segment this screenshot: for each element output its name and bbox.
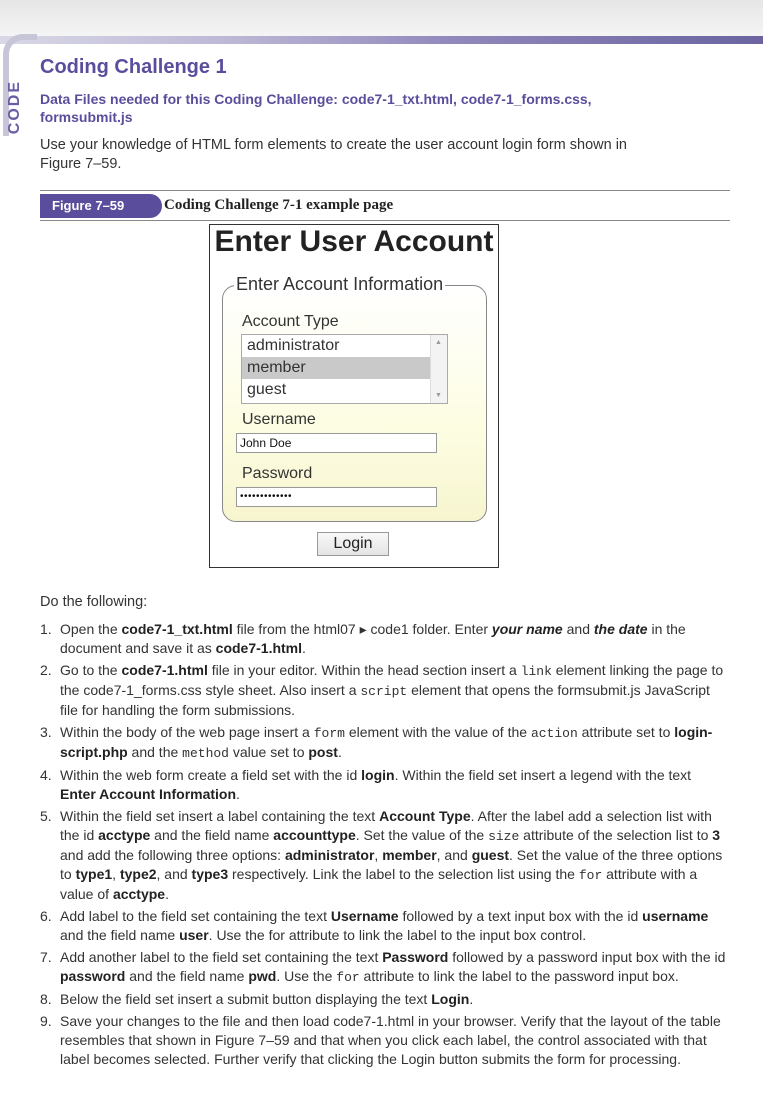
scroll-down-arrow-icon[interactable]: ▼ — [435, 392, 442, 399]
step-text: and the field name — [125, 968, 249, 984]
step-number: 4. — [40, 767, 52, 783]
step-text: attribute with a value of — [60, 866, 698, 902]
step-number: 5. — [40, 808, 52, 824]
instruction-step — [40, 661, 730, 720]
step-text: method — [182, 746, 229, 761]
step-text: form — [313, 726, 345, 741]
step-text: login — [361, 767, 395, 783]
step-text: in the document and save it as — [60, 621, 686, 656]
step-text: Login — [431, 991, 470, 1007]
step-text: Within the body of the web page insert a — [60, 724, 314, 740]
instruction-step — [40, 990, 730, 1009]
step-text: type2 — [119, 866, 157, 882]
step-text: . — [302, 640, 306, 656]
step-text: attribute of the selection list to — [519, 827, 713, 843]
step-text: script — [360, 684, 408, 699]
step-text: user — [179, 927, 209, 943]
step-text: . — [469, 991, 474, 1007]
intro-paragraph: Use your knowledge of HTML form elements to create the user account login form shown in Figure 7–59. — [40, 137, 627, 172]
account-type-label[interactable]: Account Type — [242, 313, 339, 330]
step-text: attribute set to — [577, 724, 675, 740]
instruction-step — [40, 723, 730, 763]
username-label[interactable]: Username — [242, 411, 316, 428]
option-member[interactable]: member — [242, 357, 432, 379]
step-text: for — [336, 970, 360, 985]
figure-caption: Coding Challenge 7-1 example page — [164, 197, 394, 213]
step-text: accounttype — [273, 827, 356, 843]
step-text: , — [112, 866, 120, 882]
step-text: , and — [436, 847, 472, 863]
step-text: followed by a password input box with the id — [448, 949, 726, 965]
step-text: code7-1.html — [121, 662, 208, 678]
instructions-lead: Do the following: — [40, 594, 148, 610]
password-input[interactable]: ••••••••••••• — [236, 487, 437, 507]
step-text: element with the value of the — [344, 724, 531, 740]
option-administrator[interactable]: administrator — [247, 337, 340, 354]
step-number: 1. — [40, 621, 52, 637]
figure-label: Figure 7–59 — [40, 194, 162, 218]
step-text: for — [578, 868, 603, 883]
step-text: . — [165, 886, 169, 902]
figure-rule-top — [40, 190, 730, 191]
step-text: action — [530, 726, 578, 741]
step-text: acctype — [112, 886, 166, 902]
challenge-title: Coding Challenge 1 — [40, 56, 227, 78]
select-scrollbar[interactable] — [430, 335, 447, 403]
step-text: size — [488, 829, 520, 844]
step-text: password — [60, 968, 126, 984]
figure-rule-bottom — [40, 220, 730, 221]
step-number: 3. — [40, 724, 52, 740]
instruction-step — [40, 1012, 730, 1069]
step-number: 6. — [40, 908, 52, 924]
instruction-step — [40, 807, 730, 904]
step-text: administrator — [284, 847, 375, 863]
step-text: value set to — [228, 744, 309, 760]
figure-screenshot — [209, 224, 499, 568]
step-text: post — [308, 744, 338, 760]
step-text: . Use the for attribute to link the label to the input box control. — [208, 927, 587, 943]
step-text: and the field name — [60, 927, 180, 943]
code-side-tab: CODE — [6, 80, 23, 135]
step-text: Below the field set insert a submit button displaying the text — [60, 991, 432, 1007]
step-text: code7-1_txt.html — [121, 621, 233, 637]
instruction-steps — [40, 620, 730, 1072]
step-text: Open the — [60, 621, 122, 637]
step-text: Account Type — [379, 808, 471, 824]
form-heading: Enter User Account — [214, 225, 494, 258]
step-text: . After the label add a selection list with the id — [60, 808, 712, 843]
instruction-step — [40, 948, 730, 987]
step-text: . — [337, 744, 342, 760]
step-text: Go to the — [60, 662, 122, 678]
step-text: Within the field set insert a label containing the text — [60, 808, 380, 824]
step-text: . Set the value of the — [355, 827, 489, 843]
step-text: Within the web form create a field set with the id — [60, 767, 362, 783]
page-header-band — [0, 0, 763, 40]
step-text: Add label to the field set containing the text — [60, 908, 331, 924]
step-text: username — [642, 908, 709, 924]
scroll-up-arrow-icon[interactable]: ▲ — [435, 339, 442, 346]
step-text: member — [382, 847, 437, 863]
step-text: type3 — [191, 866, 229, 882]
step-text: Add another label to the field set containing the text — [60, 949, 383, 965]
step-text: . Within the field set insert a legend with the text — [394, 767, 692, 783]
step-text: guest — [471, 847, 510, 863]
step-text: Enter Account Information — [60, 786, 237, 802]
step-text: , — [374, 847, 383, 863]
step-text: code7-1.html — [215, 640, 303, 656]
step-text: acctype — [98, 827, 151, 843]
step-text: file in your editor. Within the head section insert a — [207, 662, 521, 678]
step-text: the date — [593, 621, 648, 637]
step-number: 8. — [40, 991, 52, 1007]
instruction-step — [40, 620, 730, 658]
step-text: Password — [382, 949, 449, 965]
account-type-select[interactable] — [241, 334, 448, 404]
step-text: file from the html07 ▸ code1 folder. Enter — [232, 621, 492, 637]
step-text: element that opens the formsubmit.js JavaScript file for handling the form submissions. — [60, 682, 710, 718]
username-input[interactable]: John Doe — [236, 433, 437, 453]
step-text: and the field name — [150, 827, 274, 843]
step-text: 3 — [712, 827, 721, 843]
step-text: Save your changes to the file and then load code7-1.html in your browser. Verify that the layout of the table resembles that shown in Figure 7–59 and that when you click each label, the control associated with that label becomes selected. Further verify that clicking the Login button submits the form for processing. — [60, 1013, 721, 1067]
step-text: element linking the page to the code7-1_forms.css style sheet. Also insert a — [60, 662, 724, 698]
step-text: link — [520, 664, 552, 679]
step-text: and — [562, 621, 594, 637]
step-number: 7. — [40, 949, 52, 965]
step-number: 2. — [40, 662, 52, 678]
step-text: and the — [127, 744, 183, 760]
step-text: . — [236, 786, 240, 802]
step-number: 9. — [40, 1013, 52, 1029]
step-text: and add the following three options: — [60, 847, 285, 863]
step-text: pwd — [248, 968, 277, 984]
step-text: attribute to link the label to the password input box. — [359, 968, 679, 984]
step-text: . Use the — [276, 968, 337, 984]
step-text: login-script.php — [60, 724, 713, 760]
option-guest[interactable]: guest — [247, 381, 287, 398]
step-text: your name — [491, 621, 563, 637]
step-text: type1 — [75, 866, 113, 882]
data-files-note: Data Files needed for this Coding Challenge: code7-1_txt.html, code7-1_forms.css, formsubmit.js — [40, 91, 592, 126]
login-button[interactable]: Login — [317, 532, 389, 556]
step-text: . Set the value of the three options to — [60, 847, 723, 882]
instruction-step — [40, 907, 730, 945]
fieldset-legend: Enter Account Information — [236, 274, 444, 294]
step-text: followed by a text input box with the id — [398, 908, 643, 924]
instruction-step — [40, 766, 730, 804]
password-label[interactable]: Password — [242, 465, 313, 482]
step-text: Username — [330, 908, 399, 924]
step-text: , and — [156, 866, 192, 882]
step-text: respectively. Link the label to the selection list using the — [228, 866, 579, 882]
